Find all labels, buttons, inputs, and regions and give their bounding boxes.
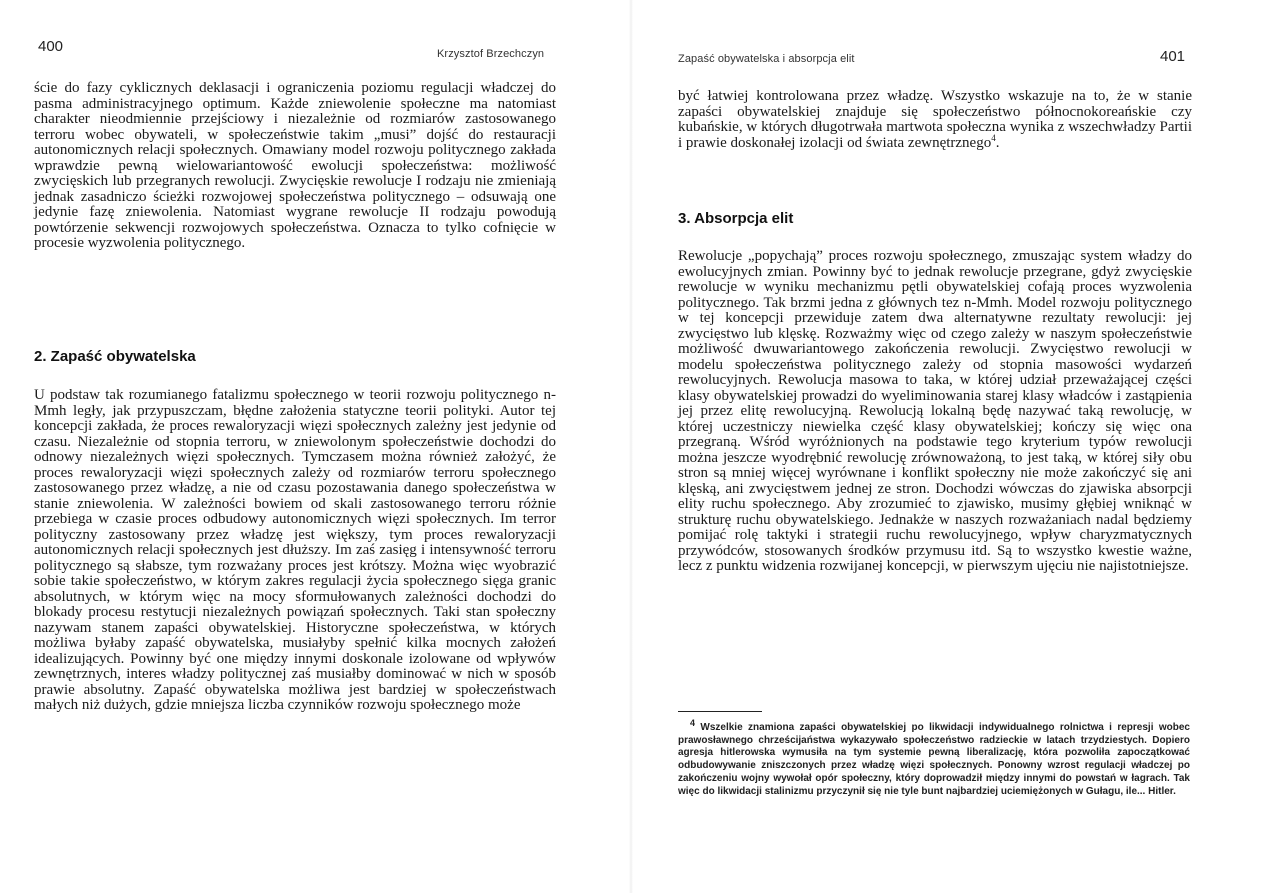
footnote-marker: 4 <box>690 717 696 728</box>
body-paragraph <box>678 89 1192 151</box>
section-heading: 2. Zapaść obywatelska <box>34 348 196 365</box>
footnote <box>678 717 1190 798</box>
paragraph-text: Rewolucje „popychają” proces rozwoju społecznego, zmuszając system władzy do ewolucyjnych zmian. Powinny być to jednak rewolucje przegrane, gdyż zwycięskie rewolucje w wyniku mechanizmu pętli obywatelskiej cofają proces wyzwolenia politycznego. Tak brzmi jedna z głównych tez n-Mmh. Model rozwoju politycznego w tej koncepcji przewiduje zatem dwa alternatywne rezultaty rewolucji: jej zwycięstwo lub klęskę. Rozważmy więc od czego zależy w naszym społeczeństwie możliwość dwuwariantowego zakończenia rewolucji. Zwycięstwo rewolucji w modelu społeczeństwa politycznego zależy od stopnia masowości wydarzeń rewolucyjnych. Rewolucja masowa to taka, w której udział przeważającej części klasy obywatelskiej prowadzi do wyeliminowania starej klasy władców i zastąpienia jej przez elitę rewolucyjną. Rewolucją lokalną będę nazywać taką rewolucję, w której uczestniczy niewielka część klasy obywatelskiej; kończy się więc ona przegraną. Wśród wyróżnionych na podstawie tego kryterium typów rewolucji można jeszcze wyodrębnić rewolucję zrównoważoną, to jest taką, w której siły obu stron są mniej więcej wyrównane i konflikt społeczny nie może zakończyć się ani klęską, ani zwycięstwem jednej ze stron. Dochodzi wówczas do zjawiska absorpcji elity ruchu społecznego. Aby zrozumieć to zjawisko, musimy głębiej wniknąć w strukturę ruchu obywatelskiego. Jednakże w naszych rozważaniach nadal będziemy pomijać rolę taktyki i strategii ruchu rewolucyjnego, wpływ charyzmatycznych przywódców, stosowanych środków przymusu itd. Są to wszystko kwestie ważne, lecz z punktu widzenia rozwijanej koncepcji, w pierwszym ujęciu nie najistotniejsze. <box>678 248 1192 574</box>
running-head: Krzysztof Brzechczyn <box>437 48 545 60</box>
right-page <box>632 0 1263 893</box>
paragraph-text: ście do fazy cyklicznych deklasacji i ograniczenia poziomu regulacji władczej do pasma administracyjnego optimum. Każde zniewolenie społeczne ma natomiast charakter nieodmiennie przejściowy i niezależnie od rozmiarów zastosowanego terroru wobec obywateli, w społeczeństwie takim „musi” dojść do restauracji autonomicznych relacji społecznych. Omawiany model rozwoju politycznego zakłada wprawdzie pewną wielowariantowość ewolucji społeczeństwa: możliwość zwycięskich lub przegranych rewolucji. Zwycięskie rewolucje I rodzaju nie zmieniają jednak zasadniczo ścieżki rozwojowej społeczeństwa politycznego – odsuwają one jedynie fazę zniewolenia. Natomiast wygrane rewolucje II rodzaju powodują powtórzenie sekwencji rozwojowych społeczeństwa. Oznacza to tylko cofnięcie w procesie wyzwolenia politycznego. <box>34 80 556 251</box>
footnote-text: Wszelkie znamiona zapaści obywatelskiej po likwidacji indywidualnego rolnictwa i represji wobec prawosławnego chrześcijaństwa wykazywało społeczeństwo radzieckie w latach trzydziestych. Dopiero agresja hitlerowska wymusiła na tym systemie pewną liberalizację, która pozwoliła zapoczątkować odbudowywanie zniszczonych przez władzę więzi społecznych. Ponowny wzrost regulacji władczej po zakończeniu wojny wywołał opór społeczny, który doprowadził między innymi do powstań w łagrach. Tak więc do likwidacji stalinizmu przyczynił się nie tyle bunt najbardziej uciemiężonych w Gułagu, ile... Hitler. <box>678 722 1190 797</box>
running-head: Zapaść obywatelska i absorpcja elit <box>678 53 855 65</box>
paragraph-text <box>678 89 1192 151</box>
footnote-divider <box>678 711 762 712</box>
body-paragraph <box>34 388 556 714</box>
page-number: 400 <box>38 38 64 55</box>
paragraph-text-end: . <box>995 134 1000 151</box>
section-heading: 3. Absorpcja elit <box>678 210 794 227</box>
page-number: 401 <box>1160 48 1186 65</box>
footnote-reference: 4 <box>991 132 996 143</box>
body-paragraph <box>678 249 1192 575</box>
left-page <box>0 0 631 893</box>
paragraph-text: U podstaw tak rozumianego fatalizmu społecznego w teorii rozwoju politycznego n-Mmh legły, jak przypuszczam, błędne założenia statyczne teorii polityki. Autor tej koncepcji zakłada, że proces rewaloryzacji więzi społecznych zależny jest jedynie od czasu. Niezależnie od stopnia terroru, w zniewolonym społeczeństwie dochodzi do odnowy niezależnych więzi społecznych. Tymczasem można również założyć, że proces rewaloryzacji więzi społecznych zależy od rozmiarów terroru społecznego zastosowanego przez władzę, a nie od czasu pozostawania danego społeczeństwa w stanie zniewolenia. W zależności bowiem od skali zastosowanego terroru różnie przebiega w czasie proces odbudowy autonomicznych więzi społecznych. Im terror polityczny zastosowany przez władzę jest większy, tym proces rewaloryzacji autonomicznych relacji społecznych jest dłuższy. Im zaś zasięg i intensywność terroru politycznego są słabsze, tym rozważany proces jest krótszy. Można więc wyobrazić sobie takie społeczeństwo, w którym zakres regulacji życia społecznego sięga granic absolutnych, w którym więc na mocy sformułowanych zależności dochodzi do blokady procesu restytucji niezależnych powiązań społecznych. Taki stan społeczny nazywam stanem zapaści obywatelskiej. Historyczne społeczeństwa, w których możliwa byłaby zapaść obywatelska, musiałyby spełnić kilka mocnych założeń idealizujących. Powinny być one między innymi doskonale izolowane od wpływów zewnętrznych, interes władzy politycznej zaś musiałby dominować w nich w sposób prawie absolutny. Zapaść obywatelska możliwa jest bardziej w społeczeństwach małych niż dużych, gdzie mniejsza liczba czynników rozwoju społecznego może <box>34 387 556 713</box>
paragraph-text-main: być łatwiej kontrolowana przez władzę. Wszystko wskazuje na to, że w stanie zapaści obywatelskiej znajduje się społeczeństwo północnokoreańskie czy kubańskie, w których długotrwała martwota społeczna wynika z wszechwładzy Partii i prawie doskonałej izolacji od świata zewnętrznego <box>678 88 1192 151</box>
body-paragraph <box>34 81 556 252</box>
